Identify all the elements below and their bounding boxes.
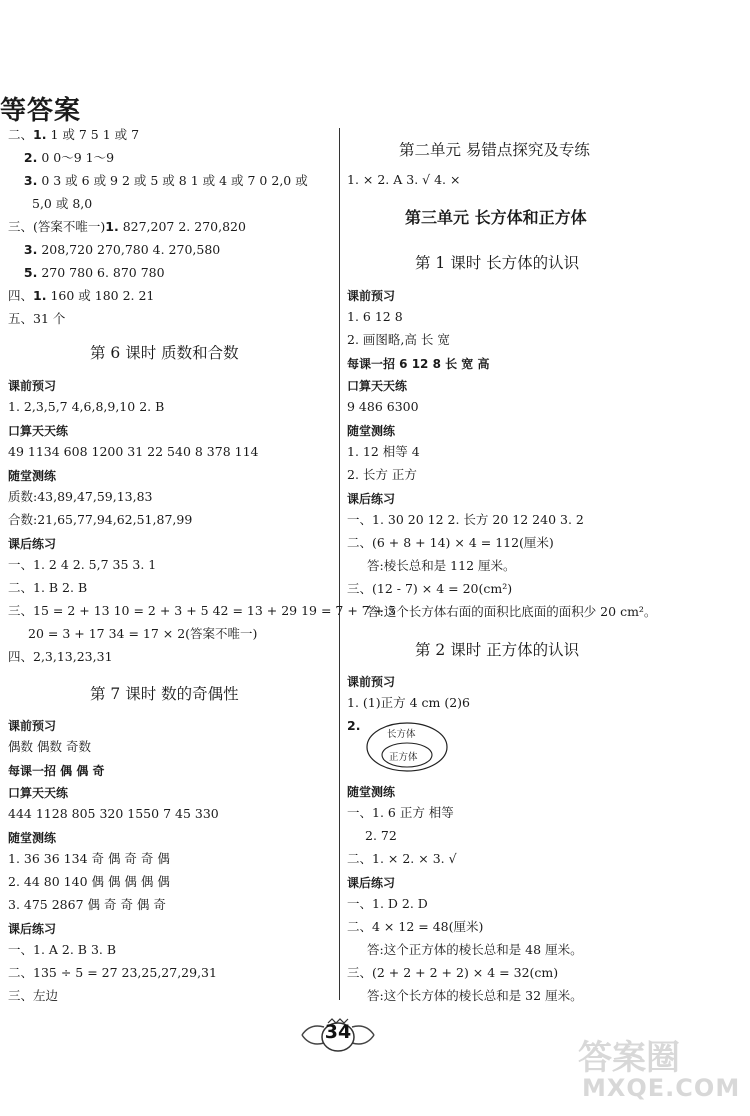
answer-line: 444 1128 805 320 1550 7 45 330 (8, 806, 219, 821)
unit-title: 第三单元 长方体和正方体 (405, 208, 587, 227)
answer-line: 1. 2,3,5,7 4,6,8,9,10 2. B (8, 399, 165, 414)
answer-line: 三、左边 (8, 988, 59, 1003)
answer-line: 一、1. A 2. B 3. B (8, 942, 117, 957)
section-heading: 口算天天练 (8, 786, 69, 800)
answer-line: 49 1134 608 1200 31 22 540 8 378 114 (8, 444, 259, 459)
lesson-title: 第 6 课时 质数和合数 (90, 344, 239, 362)
answer-line: 3. 0 3 或 6 或 9 2 或 5 或 8 1 或 4 或 7 0 2,0 或 (23, 173, 308, 188)
lesson-title: 第 7 课时 数的奇偶性 (90, 685, 239, 703)
answer-line: 1. 6 12 8 (347, 309, 403, 324)
section-heading: 课前预习 (8, 379, 57, 393)
section-heading: 随堂测练 (8, 469, 57, 483)
answer-line: 3. 475 2867 偶 奇 奇 偶 奇 (8, 897, 166, 912)
answer-line: 二、135 ÷ 5 = 27 23,25,27,29,31 (8, 965, 217, 980)
answer-line: 答:这个长方体右面的面积比底面的面积少 20 cm²。 (367, 604, 657, 619)
answer-line: 2. 0 0～9 1～9 (23, 150, 115, 165)
section-heading: 口算天天练 (347, 379, 408, 393)
section-heading: 课前预习 (347, 289, 396, 303)
section-heading: 课后练习 (347, 876, 396, 890)
answer-line: 三、(12 - 7) × 4 = 20(cm²) (347, 581, 513, 596)
section-heading: 随堂测练 (347, 424, 396, 438)
answer-line: 二、4 × 12 = 48(厘米) (347, 919, 484, 934)
answer-line: 2. 72 (365, 828, 397, 843)
lesson-title: 第 1 课时 长方体的认识 (415, 254, 580, 272)
answer-line: 一、1. 6 正方 相等 (347, 805, 454, 820)
answer-line: 3. 208,720 270,780 4. 270,580 (23, 242, 221, 257)
lesson-title: 第 2 课时 正方体的认识 (415, 641, 580, 659)
answer-line: 1. 36 36 134 奇 偶 奇 奇 偶 (8, 851, 170, 866)
page-number: 34 (324, 1021, 352, 1043)
answer-line: 质数:43,89,47,59,13,83 (8, 489, 153, 504)
section-heading: 课后练习 (8, 922, 57, 936)
answer-line: 三、(2 + 2 + 2 + 2) × 4 = 32(cm) (347, 965, 559, 980)
answer-line: 2. 长方 正方 (347, 467, 417, 482)
section-heading: 课后练习 (347, 492, 396, 506)
answer-line: 1. 12 相等 4 (347, 444, 420, 459)
section-heading: 课前预习 (8, 719, 57, 733)
answer-line: 一、1. 2 4 2. 5,7 35 3. 1 (8, 557, 157, 572)
answer-line: 2. 画图略,高 长 宽 (347, 332, 450, 347)
answer-line: 二、1. 1 或 7 5 1 或 7 (8, 127, 140, 142)
answer-line: 答:这个正方体的棱长总和是 48 厘米。 (367, 942, 583, 957)
section-heading: 随堂测练 (8, 831, 57, 845)
answer-line: 答:这个长方体的棱长总和是 32 厘米。 (367, 988, 583, 1003)
answer-line: 一、1. 30 20 12 2. 长方 20 12 240 3. 2 (347, 512, 584, 527)
diagram-inner-label: 正方体 (389, 752, 418, 763)
answer-line: 四、2,3,13,23,31 (8, 649, 113, 664)
section-heading: 每课一招 6 12 8 长 宽 高 (347, 357, 490, 371)
answer-line: 1. × 2. A 3. √ 4. × (347, 172, 461, 187)
column-divider (339, 128, 340, 1000)
answer-line: 5,0 或 8,0 (32, 196, 93, 211)
watermark-text: 答案圈 (578, 1038, 680, 1078)
section-heading: 课前预习 (347, 675, 396, 689)
answer-line: 9 486 6300 (347, 399, 419, 414)
page-header: 等答案 (0, 96, 82, 126)
answer-line: 五、31 个 (8, 311, 66, 326)
section-heading: 课后练习 (8, 537, 57, 551)
section-heading: 随堂测练 (347, 785, 396, 799)
answer-line: 一、1. D 2. D (347, 896, 428, 911)
answer-line: 5. 270 780 6. 870 780 (23, 265, 165, 280)
page-number-badge (296, 1015, 380, 1055)
answer-line: 2. 44 80 140 偶 偶 偶 偶 偶 (8, 874, 170, 889)
watermark-url: MXQE.COM (582, 1074, 741, 1102)
answer-line: 二、1. B 2. B (8, 580, 88, 595)
answer-line: 二、1. × 2. × 3. √ (347, 851, 457, 866)
set-diagram (365, 721, 449, 777)
section-heading: 每课一招 偶 偶 奇 (8, 764, 105, 778)
answer-line: 答:棱长总和是 112 厘米。 (367, 558, 516, 573)
answer-line: 四、1. 160 或 180 2. 21 (8, 288, 155, 303)
answer-line: 1. (1)正方 4 cm (2)6 (347, 695, 470, 710)
answer-line: 三、(答案不唯一)1. 827,207 2. 270,820 (8, 219, 246, 234)
diagram-outer-label: 长方体 (387, 729, 416, 740)
answer-line: 偶数 偶数 奇数 (8, 739, 91, 754)
answer-line: 三、15 = 2 + 13 10 = 2 + 3 + 5 42 = 13 + 29 19 = 7 + 7 + 5 (8, 603, 397, 618)
answer-line: 合数:21,65,77,94,62,51,87,99 (8, 512, 193, 527)
section-heading: 口算天天练 (8, 424, 69, 438)
answer-line: 20 = 3 + 17 34 = 17 × 2(答案不唯一) (28, 626, 258, 641)
answer-line: 2. (347, 718, 361, 733)
unit-title: 第二单元 易错点探究及专练 (399, 141, 590, 159)
answer-line: 二、(6 + 8 + 14) × 4 = 112(厘米) (347, 535, 554, 550)
